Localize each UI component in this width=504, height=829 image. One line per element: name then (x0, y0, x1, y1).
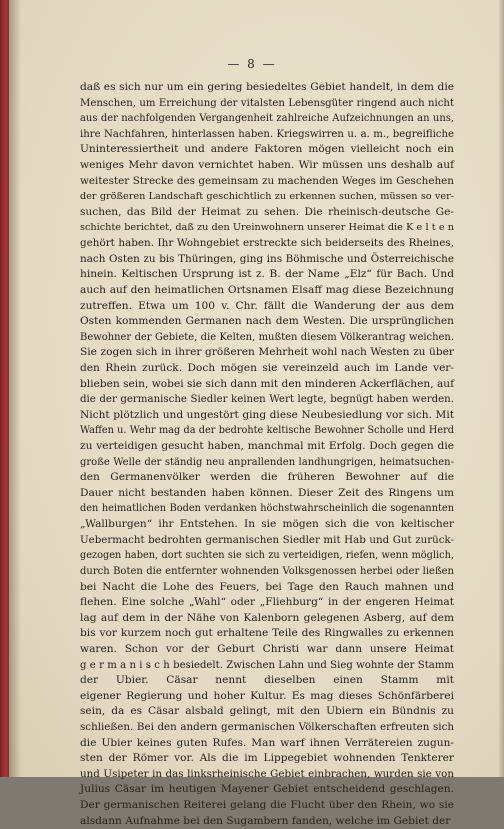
text-line: sein, da es Cäsar alsbald gelingt, mit den Ubiern ein Bündnis zu (80, 705, 454, 718)
text-line: sten der Römer vor. Als die im Lippegebiet wohnenden Tenkterer (80, 752, 454, 765)
text-line: den Rhein zurück. Doch mögen sie vereinzeld auch im Lande ver- (80, 361, 454, 374)
text-line: zu verteidigen gesucht haben, manchmal mit Erfolg. Doch gegen die (80, 440, 454, 453)
text-line: Bewohner der Gebiete, die Kelten, mußten diesem Völkerantrag weichen. (80, 331, 454, 343)
text-line: Nicht plötzlich und ungestört ging diese Neubesiedlung vor sich. Mit (80, 408, 454, 421)
text-line: gezogen haben, dort suchten sie sich zu verteidigen, riefen, wenn möglich, (80, 550, 454, 562)
body-text (80, 80, 454, 829)
text-line: alsdann Aufnahme bei den Sugambern fanden, welche im Gebiet der (80, 814, 451, 827)
text-line: Uebermacht bedrohten germanischen Siedler mit Hab und Gut zurück- (80, 533, 454, 546)
text-line: der größeren Landschaft geschichtlich zu erkennen suchen, müssen so ver- (80, 191, 454, 203)
text-line: Uninteressiertheit und andere Faktoren mögen vielleicht noch ein (80, 143, 454, 156)
text-line: weniges Mehr davon vernichtet haben. Wir müssen uns deshalb auf (80, 159, 454, 172)
text-line: zutreffen. Etwa um 100 v. Chr. fällt die Wanderung der aus dem (80, 299, 454, 312)
text-line: und Usipeter in das linksrheinische Gebiet einbrachen, wurden sie von (80, 767, 454, 780)
text-line: der Ubier. Cäsar nennt dieselben einen Stamm mit (80, 674, 454, 687)
text-line: hinein. Keltischen Ursprung ist z. B. der Name „Elz“ für Bach. Und (80, 268, 454, 281)
text-line: blieben sein, wobei sie sich dann mit den minderen Ackerflächen, auf (80, 377, 454, 390)
text-line: bis vor kurzem noch gut erhaltene Teile des Ringwalles zu erkennen (80, 627, 454, 640)
text-line: den Germanenvölker werden die früheren Bewohner auf die (80, 471, 454, 484)
text-line: Waffen u. Wehr mag da der bedrohte keltische Bewohner Scholle und Herd (80, 425, 454, 437)
text-line: auch auf den heimatlichen Ortsnamen Elsaff mag diese Bezeichnung (80, 283, 454, 296)
gutter-shadow (9, 0, 21, 777)
text-line: durch Boten die entfernter wohnenden Volksgenossen herbei oder ließen (80, 565, 454, 577)
text-line: große Welle der ständig neu anprallenden landhungrigen, heimatsuchen- (80, 456, 454, 468)
text-line: schließen. Bei den andern germanischen Völkerschaften erfreuten sich (80, 720, 454, 733)
text-line: ihre Nachfahren, hinterlassen haben. Kriegswirren u. a. m., begreifliche (80, 128, 454, 140)
text-line: Menschen, um Erreichung der vitalsten Lebensgüter ringend auch nicht (80, 97, 454, 109)
text-line: Dauer nicht bestanden haben können. Dieser Zeit des Ringens um (80, 486, 454, 499)
text-line: eigener Regierung und hoher Kultur. Es mag dieses Schönfärberei (80, 689, 454, 702)
text-line: aus der nachfolgenden Vergangenheit zahlreiche Aufzeichnungen an uns, (80, 113, 454, 125)
page-edge (498, 0, 504, 777)
text-line: weitester Strecke des gemeinsam zu machenden Weges im Geschehen (80, 174, 454, 187)
text-line: Sie zogen sich in ihrer größeren Mehrheit wohl nach Westen zu über (80, 346, 454, 359)
text-line: den heimatlichen Boden verdanken höchstwahrscheinlich die sogenannten (80, 503, 454, 515)
text-line: lag auf dem in der Nähe von Kalenborn gelegenen Asberg, auf dem (80, 611, 454, 624)
text-line: nach Osten zu bis Thüringen, ging ins Böhmische und Österreichische (80, 252, 454, 265)
text-line: suchen, das Bild der Heimat zu sehen. Die rheinisch-deutsche Ge- (80, 205, 454, 218)
text-line: Der germanischen Reiterei gelang die Flucht über den Rhein, wo sie (80, 799, 454, 812)
page-number: — 8 — (227, 57, 277, 71)
text-line: daß es sich nur um ein gering besiedeltes Gebiet handelt, in dem die (80, 81, 454, 93)
text-line: gehört haben. Ihr Wohngebiet erstreckte sich beiderseits des Rheines, (80, 237, 454, 250)
text-line: g e r m a n i s c h besiedelt. Zwischen Lahn und Sieg wohnte der Stamm (80, 659, 454, 671)
text-line: schichte berichtet, daß zu den Ureinwohnern unserer Heimat die K e l t e n (80, 222, 454, 234)
text-line: flehen. Eine solche „Wahl“ oder „Fliehburg“ in der engeren Heimat (80, 596, 454, 609)
red-binding-edge (0, 0, 9, 777)
text-line: waren. Schon vor der Geburt Christi war dann unsere Heimat (80, 642, 454, 655)
text-line: bei Nacht die Lohe des Feuers, bei Tage den Rauch mahnen und (80, 580, 454, 593)
text-line: Osten kommenden Germanen nach dem Westen. Die ursprünglichen (80, 315, 454, 328)
text-line: Julius Cäsar im heutigen Mayener Gebiet entscheidend geschlagen. (80, 783, 454, 796)
text-line: die Ubier keines guten Rufes. Man warf ihnen Verrätereien zugun- (80, 736, 454, 749)
text-line: „Wallburgen“ ihr Entstehen. In sie mögen sich die von keltischer (80, 518, 454, 531)
text-line: die der germanische Siedler keinen Wert legte, begnügt haben werden. (80, 394, 454, 406)
